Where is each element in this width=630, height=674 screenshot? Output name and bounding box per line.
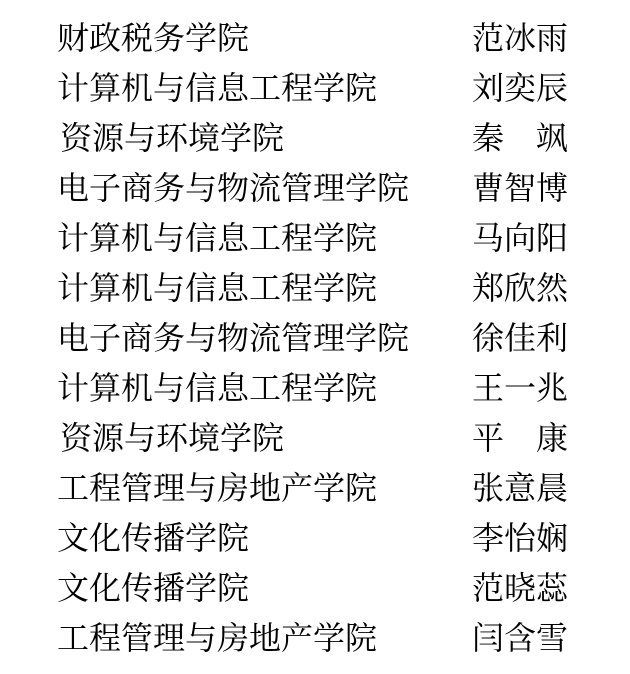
college-name: 文化传播学院 <box>57 569 250 607</box>
college-name: 工程管理与房地产学院 <box>57 469 378 507</box>
person-name: 李怡娴 <box>472 519 569 557</box>
college-name: 计算机与信息工程学院 <box>57 269 378 307</box>
college-name: 计算机与信息工程学院 <box>57 369 378 407</box>
person-name: 范晓蕊 <box>472 569 569 607</box>
college-name: 计算机与信息工程学院 <box>57 69 378 107</box>
list-item <box>0 113 630 163</box>
person-name: 王一兆 <box>472 369 569 407</box>
list-item <box>0 213 630 263</box>
college-name: 资源与环境学院 <box>60 119 285 157</box>
list-item <box>0 363 630 413</box>
college-name: 工程管理与房地产学院 <box>57 619 378 657</box>
college-name: 电子商务与物流管理学院 <box>57 169 410 207</box>
person-name: 徐佳利 <box>472 319 569 357</box>
person-name: 马向阳 <box>472 219 569 257</box>
person-name: 郑欣然 <box>472 269 569 307</box>
list-item <box>0 463 630 513</box>
list-item <box>0 413 630 463</box>
list-item <box>0 13 630 63</box>
person-name: 平 康 <box>472 419 569 457</box>
list-item <box>0 513 630 563</box>
college-name: 文化传播学院 <box>57 519 250 557</box>
person-name: 刘奕辰 <box>472 69 569 107</box>
college-name: 电子商务与物流管理学院 <box>57 319 410 357</box>
college-name: 资源与环境学院 <box>60 419 285 457</box>
list-item <box>0 613 630 663</box>
person-name: 秦 飒 <box>472 119 569 157</box>
list-item <box>0 263 630 313</box>
person-name: 范冰雨 <box>472 19 569 57</box>
list-item <box>0 163 630 213</box>
person-name: 闫含雪 <box>472 619 569 657</box>
person-name: 张意晨 <box>472 469 569 507</box>
college-name: 计算机与信息工程学院 <box>57 219 378 257</box>
person-name: 曹智博 <box>472 169 569 207</box>
college-name: 财政税务学院 <box>57 19 250 57</box>
list-item <box>0 313 630 363</box>
list-item <box>0 563 630 613</box>
college-name-list <box>0 13 630 663</box>
list-item <box>0 63 630 113</box>
